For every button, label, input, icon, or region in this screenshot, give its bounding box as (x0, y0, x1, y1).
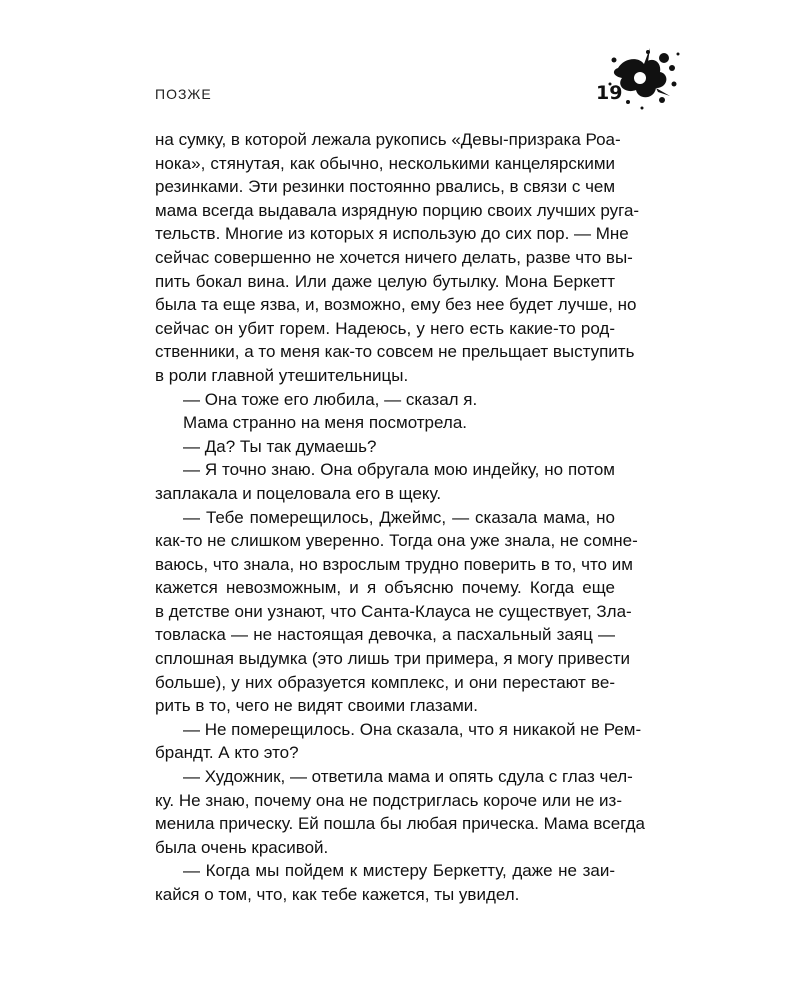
text-line: как-то не слишком уверенно. Тогда она уже знала, не сомне- (155, 531, 638, 551)
text-line: — Она тоже его любила, — сказал я. (183, 389, 478, 409)
text-line: сейчас совершенно не хочется ничего делать, разве что вы- (155, 247, 633, 267)
text-line: — Я точно знаю. Она обругала мою индейку, но потом (183, 460, 615, 480)
text-line: мама всегда выдавала изрядную порцию своих лучших руга- (155, 200, 640, 220)
text-line: кажется невозможным, и я объясню почему. Когда еще (155, 578, 615, 598)
text-line: ственники, а то меня как-то совсем не прельщает выступить (155, 342, 635, 362)
text-line: — Не померещилось. Она сказала, что я никакой не Рем- (183, 719, 642, 739)
text-line: — Да? Ты так думаешь? (183, 436, 377, 456)
text-line: товласка — не настоящая девочка, а пасхальный заяц — (155, 625, 615, 645)
text-line: была та еще язва, и, возможно, ему без нее будет лучше, но (155, 295, 637, 315)
text-line: сплошная выдумка (это лишь три примера, я могу привести (155, 649, 631, 669)
text-line: рить в то, чего не видят своими глазами. (155, 696, 478, 716)
text-line: ваюсь, что знала, но взрослым трудно поверить в то, что им (155, 554, 633, 574)
text-line: — Когда мы пойдем к мистеру Беркетту, даже не заи- (183, 861, 615, 881)
text-line: сейчас он убит горем. Надеюсь, у него есть какие-то род- (155, 318, 615, 338)
text-line: в роли главной утешительницы. (155, 365, 409, 385)
text-line: заплакала и поцеловала его в щеку. (155, 483, 442, 503)
text-line: — Художник, — ответила мама и опять сдула с глаз чел- (183, 767, 633, 787)
text-line: — Тебе померещилось, Джеймс, — сказала мама, но (183, 507, 615, 527)
text-line: больше), у них образуется комплекс, и они перестают ве- (155, 672, 615, 692)
text-line: брандт. А кто это? (155, 743, 299, 763)
text-line: нока», стянутая, как обычно, несколькими канцелярскими (155, 153, 615, 173)
text-line: пить бокал вина. Или даже целую бутылку. Мона Беркетт (155, 271, 615, 291)
text-line: тельств. Многие из которых я использую до сих пор. — Мне (155, 224, 629, 244)
running-head: ПОЗЖЕ (155, 86, 212, 102)
text-line: Мама странно на меня посмотрела. (183, 413, 468, 433)
text-line: в детстве они узнают, что Санта-Клауса не существует, Зла- (155, 601, 632, 621)
text-line: кайся о том, что, как тебе кажется, ты увидел. (155, 885, 520, 904)
text-line: ку. Не знаю, почему она не подстриглась короче или не из- (155, 790, 622, 810)
text-line: менила прическу. Ей пошла бы любая прическа. Мама всегда (155, 814, 645, 834)
body-text (155, 128, 645, 907)
page-number: 19 (596, 82, 623, 104)
text-line: была очень красивой. (155, 837, 329, 857)
text-line: на сумку, в которой лежала рукопись «Девы-призрака Роа- (155, 130, 621, 149)
text-line: резинками. Эти резинки постоянно рвались, в связи с чем (155, 177, 616, 197)
